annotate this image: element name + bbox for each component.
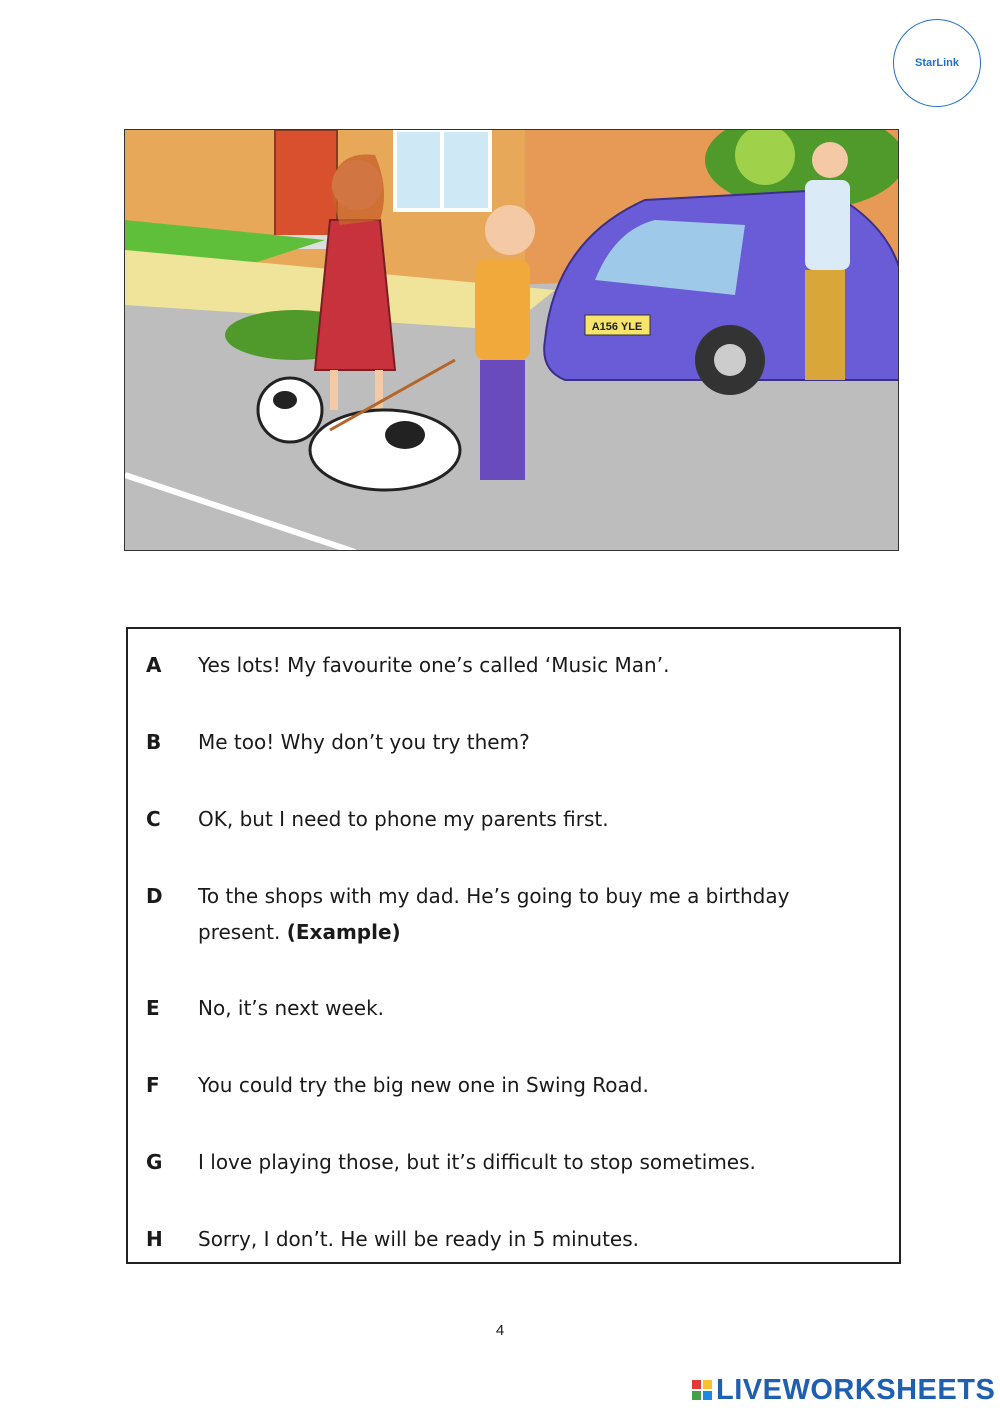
option-a: [128, 647, 899, 683]
option-text: Yes lots! My favourite one’s called ‘Music Man’.: [198, 653, 670, 677]
option-letter: D: [146, 884, 163, 908]
option-d: [128, 878, 899, 950]
liveworksheets-icon: [692, 1380, 712, 1400]
starlink-logo-text: StarLink: [914, 57, 959, 69]
option-b: [128, 724, 899, 760]
option-text: [198, 878, 899, 950]
option-letter: F: [146, 1073, 160, 1097]
option-letter: C: [146, 807, 161, 831]
dog: [310, 410, 460, 490]
options-box: [126, 627, 901, 1264]
option-letter: B: [146, 730, 162, 754]
option-letter: E: [146, 996, 160, 1020]
scene-illustration: [124, 129, 899, 551]
option-text: Sorry, I don’t. He will be ready in 5 minutes.: [198, 1227, 640, 1251]
option-text: OK, but I need to phone my parents first.: [198, 807, 609, 831]
option-letter: H: [146, 1227, 163, 1251]
option-e: [128, 990, 899, 1026]
liveworksheets-logo: [692, 1374, 995, 1406]
starlink-logo: [893, 19, 981, 107]
girl: [315, 220, 395, 370]
example-label: (Example): [286, 920, 401, 944]
scene-svg: [125, 130, 899, 551]
liveworksheets-brand: LIVEWORKSHEETS: [716, 1373, 996, 1406]
option-h: [128, 1221, 899, 1257]
option-letter: A: [146, 653, 162, 677]
option-g: [128, 1144, 899, 1180]
boy: [475, 260, 530, 360]
man: [805, 180, 850, 270]
option-d-text: To the shops with my dad. He’s going to buy me a birthday present.: [198, 884, 790, 944]
license-plate-text: A156 YLE: [591, 321, 643, 333]
page-number: 4: [495, 1322, 505, 1339]
option-c: [128, 801, 899, 837]
house-door: [275, 130, 337, 240]
option-letter: G: [146, 1150, 163, 1174]
option-text: Me too! Why don’t you try them?: [198, 730, 530, 754]
option-f: [128, 1067, 899, 1103]
option-text: I love playing those, but it’s difficult to stop sometimes.: [198, 1150, 756, 1174]
option-text: You could try the big new one in Swing Road.: [198, 1073, 649, 1097]
option-text: No, it’s next week.: [198, 996, 385, 1020]
